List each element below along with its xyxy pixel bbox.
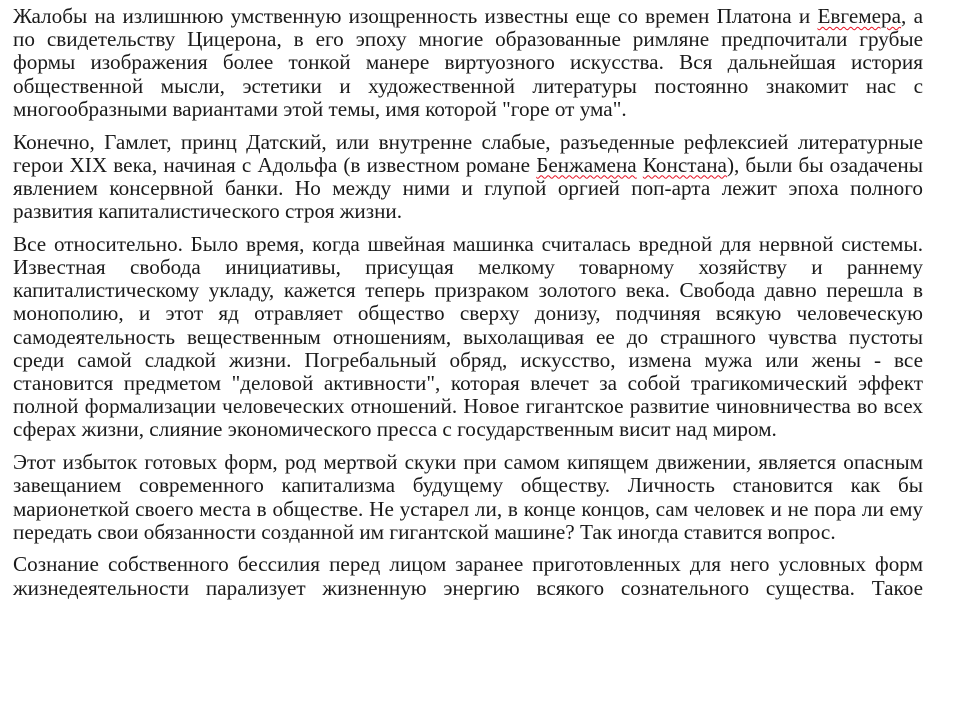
spellcheck-flagged-word[interactable]: Бенжамена	[536, 152, 637, 177]
text-run: Этот избыток готовых форм, род мертвой скуки при самом кипящем движении, является опасным завещанием современного капитализма будущему обществу. Личность становится как бы марионеткой своего места в обществе. Не устарел ли, в конце концов, сам человек и не пора ли ему передать свои обязанности созданной им гигантской машине? Так иногда ставится вопрос.	[13, 450, 923, 544]
spellcheck-flagged-word[interactable]: Евгемера	[817, 4, 902, 28]
text-run: , а по свидетельству Цицерона, в его эпоху многие образованные римляне предпочитали грубые формы изображения более тонкой манере виртуозного искусства. Вся дальнейшая история общественной мысли, эстетики и художественной литературы постоянно знакомит нас с многообразными вариантами этой темы, имя которой "горе от ума".	[13, 4, 923, 121]
text-run: Сознание собственного бессилия перед лицом заранее приготовленных для него условных форм жизнедеятельности парализует жизненную энергию всякого сознательного существа. Такое	[13, 552, 923, 600]
text-run: ), были бы озадачены явлением консервной банки. Но между ними и глупой оргией поп-арта лежит эпоха полного развития капиталистического строя жизни.	[13, 152, 924, 224]
paragraph	[13, 451, 923, 544]
document-body	[13, 5, 923, 609]
text-run: Конечно, Гамлет, принц Датский, или внутренне слабые, разъеденные рефлексией литературные герои XIX века, начиная с Адольфа (в известном романе	[13, 129, 923, 177]
paragraph	[13, 553, 923, 599]
spellcheck-flagged-word[interactable]: Констана	[642, 152, 727, 177]
paragraph	[13, 131, 923, 224]
text-run: Жалобы на излишнюю умственную изощренность известны еще со времен Платона и	[13, 4, 818, 28]
paragraph	[13, 233, 923, 442]
text-run: Все относительно. Было время, когда швейная машинка считалась вредной для нервной системы. Известная свобода инициативы, присущая мелкому товарному хозяйству и раннему капиталистическому укладу, кажется теперь призраком золотого века. Свобода давно перешла в монополию, и этот яд отравляет общество сверху донизу, подчиняя всякую человеческую самодеятельность вещественным отношениям, выхолащивая ее до страшного чувства пустоты среди самой сладкой жизни. Погребальный обряд, искусство, измена мужа или жены - все становится предметом "деловой активности", которая влечет за собой трагикомический эффект полной формализации человеческих отношений. Новое гигантское развитие чиновничества во всех сферах жизни, слияние экономического пресса с государственным висит над миром.	[13, 231, 923, 442]
paragraph	[13, 5, 923, 121]
